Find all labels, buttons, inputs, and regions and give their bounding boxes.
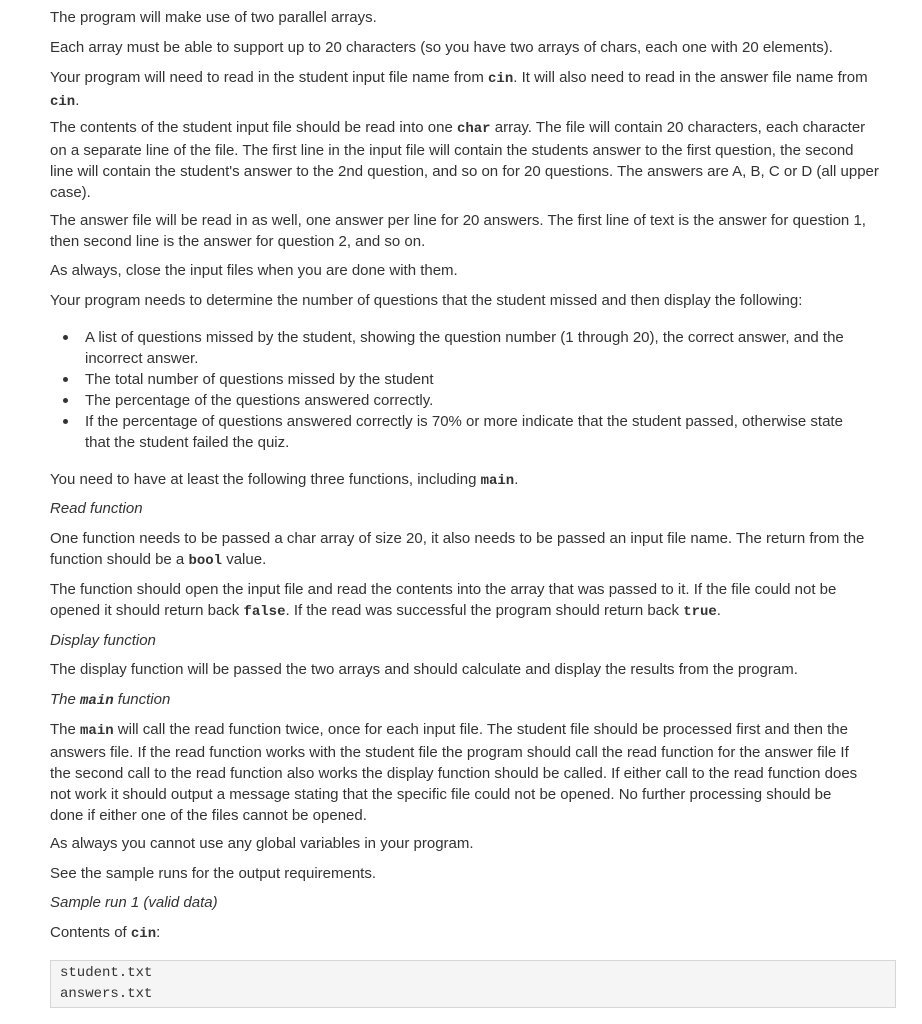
output-requirements-list [50, 327, 880, 453]
close-files-paragraph: As always, close the input files when you are done with them. [50, 262, 458, 279]
inline-code: main [480, 473, 515, 489]
array-size-paragraph: Each array must be able to support up to 20 characters (so you have two arrays of chars, each one with 20 elements). [50, 39, 833, 56]
global-variables-paragraph: As always you cannot use any global variables in your program. [50, 835, 474, 852]
read-function-heading: Read function [50, 500, 143, 517]
list-item: The total number of questions missed by the student [50, 369, 880, 390]
main-function-paragraph: The main will call the read function twice, once for each input file. The student file should be processed first and then the answers file. If the read function works with the student file the program should call the read function for the answer file If the second call to the read function also works the display function should be called. If either call to the read function does not work it should output a message stating that the specific file could not be opened. No further processing should be done if either one of the files cannot be opened. [50, 721, 858, 824]
read-behavior-paragraph: The function should open the input file and read the contents into the array that was passed to it. If the file could not be opened it should return back false. If the read was successful the program should return back true. [50, 581, 837, 620]
code-block [50, 960, 896, 1008]
bullet-icon [63, 419, 68, 424]
inline-code: cin [488, 71, 514, 87]
inline-code: false [243, 604, 286, 620]
list-item: A list of questions missed by the student, showing the question number (1 through 20), the correct answer, and the incorrect answer. [50, 327, 880, 369]
bullet-icon [63, 377, 68, 382]
code-line: student.txt [60, 965, 153, 981]
functions-paragraph: You need to have at least the following three functions, including main. [50, 471, 519, 489]
sample-runs-paragraph: See the sample runs for the output requirements. [50, 865, 377, 882]
inline-code: char [456, 121, 491, 137]
inline-code: bool [188, 553, 223, 569]
sample-run-heading: Sample run 1 (valid data) [50, 894, 218, 911]
requirements-paragraph: Your program needs to determine the number of questions that the student missed and then display the following: [50, 292, 803, 309]
list-item: The percentage of the questions answered correctly. [50, 390, 880, 411]
inline-code: main [80, 693, 114, 709]
inline-code: cin [50, 94, 76, 110]
bullet-icon [63, 335, 68, 340]
inline-code: cin [130, 926, 157, 942]
display-function-heading: Display function [50, 632, 156, 649]
read-function-paragraph: One function needs to be passed a char array of size 20, it also needs to be passed an input file name. The return from the function should be a bool value. [50, 530, 865, 569]
code-line: answers.txt [60, 986, 153, 1002]
list-item: If the percentage of questions answered correctly is 70% or more indicate that the student passed, otherwise state that the student failed the quiz. [50, 411, 880, 453]
bullet-icon [63, 398, 68, 403]
student-file-paragraph: The contents of the student input file should be read into one char array. The file will contain 20 characters, each character on a separate line of the file. The first line in the input file will contain the students answer to the first question, the second line will contain the student's answer to the 2nd question, and so on for 20 questions. The answers are A, B, C or D (all upper case). [50, 119, 879, 201]
display-function-paragraph: The display function will be passed the two arrays and should calculate and display the results from the program. [50, 661, 798, 678]
main-function-heading: The main function [50, 691, 171, 709]
cin-contents-label: Contents of cin: [50, 924, 161, 942]
intro-paragraph: The program will make use of two parallel arrays. [50, 9, 377, 26]
input-filenames-paragraph: Your program will need to read in the student input file name from cin. It will also need to read in the answer file name from cin. [50, 69, 868, 110]
inline-code: main [80, 723, 114, 739]
inline-code: true [683, 604, 717, 620]
answer-file-paragraph: The answer file will be read in as well, one answer per line for 20 answers. The first line of text is the answer for question 1, then second line is the answer for question 2, and so on. [50, 212, 866, 250]
